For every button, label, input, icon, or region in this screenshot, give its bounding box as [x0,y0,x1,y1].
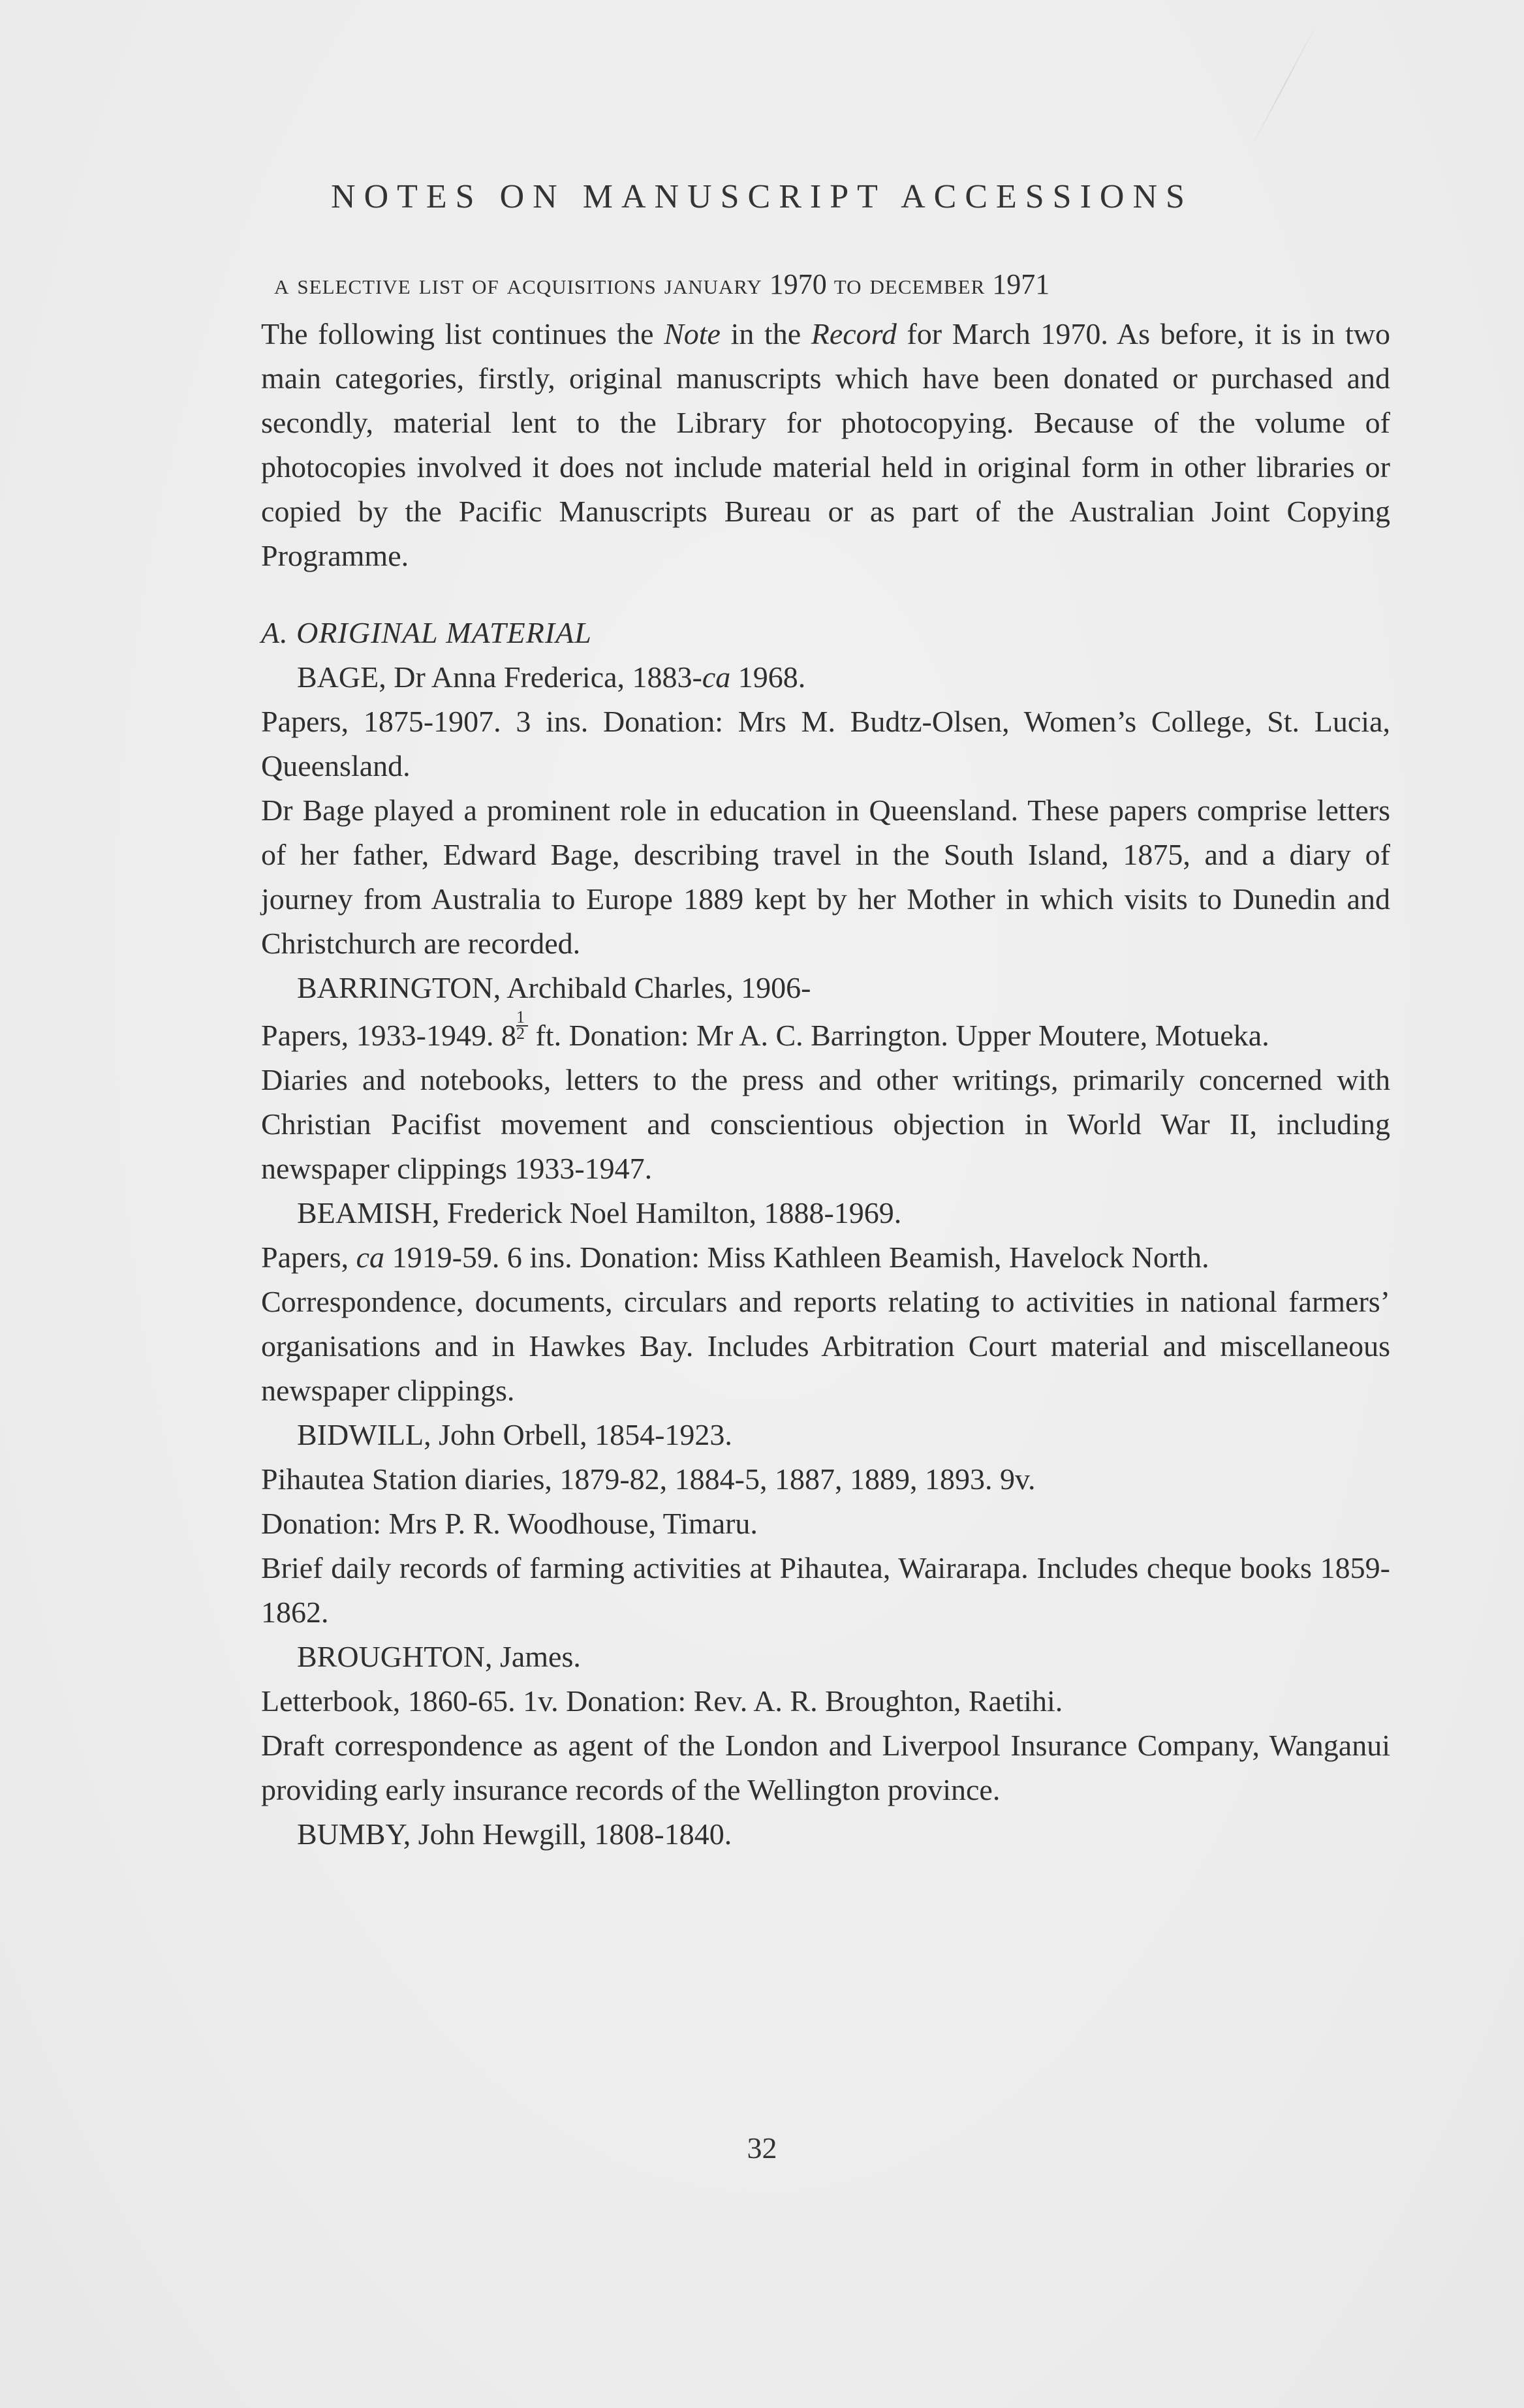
text-column [261,312,1390,1857]
entry-heading: BARRINGTON, Archibald Charles, 1906- [297,971,811,1004]
entry-heading: BROUGHTON, James. [297,1640,581,1673]
fraction-half [516,1010,528,1041]
entry-heading-italic: ca [702,660,731,694]
entry-holding-text: ft. Donation: Mr A. C. Barrington. Upper Moutere, Motueka. [527,1019,1269,1052]
entry-description: Correspondence, documents, circulars and reports relating to activities in national farmers’ organisations and in Hawkes Bay. Includes Arbitration Court material and miscellaneous newspaper clippings. [261,1285,1390,1407]
entry-holding-italic: ca [356,1241,385,1274]
entry-heading: BEAMISH, Frederick Noel Hamilton, 1888-1969. [297,1196,902,1229]
fraction-denominator: 2 [516,1024,525,1043]
record-italic: Record [811,317,897,350]
entry-donation: Donation: Mrs P. R. Woodhouse, Timaru. [261,1507,758,1540]
entry-description: Diaries and notebooks, letters to the press and other writings, primarily concerned with Christian Pacifist movement and conscientious objection in World War II, including newspaper clippings 1933-1947. [261,1063,1390,1185]
entry-holding [261,1010,1390,1058]
intro-paragraph [261,312,1390,578]
subtitle-year-2: 1971 [992,268,1050,300]
entry-holding [261,1235,1390,1280]
note-italic: Note [664,317,721,350]
entry-holding: Papers, 1875-1907. 3 ins. Donation: Mrs M. Budtz-Olsen, Women’s College, St. Lucia, Queensland. [261,705,1390,782]
page-number: 32 [747,2131,777,2165]
entry-holding: Letterbook, 1860-65. 1v. Donation: Rev. A. R. Broughton, Raetihi. [261,1684,1063,1718]
subtitle-year-1: 1970 [769,268,827,300]
entry-heading-text: 1968. [730,660,806,694]
fraction-numerator: 1 [516,1010,528,1026]
entry-holding: Pihautea Station diaries, 1879-82, 1884-5, 1887, 1889, 1893. 9v. [261,1462,1036,1496]
page-title: NOTES ON MANUSCRIPT ACCESSIONS [331,178,1193,215]
entry-description: Brief daily records of farming activities at Pihautea, Wairarapa. Includes cheque books 1859-1862. [261,1551,1390,1629]
entry-holding-text: Papers, [261,1241,356,1274]
entry-heading: BIDWILL, John Orbell, 1854-1923. [297,1418,732,1451]
entry-holding-text: Papers, 1933-1949. 8 [261,1019,516,1052]
intro-text: in the [720,317,811,350]
section-heading: A. ORIGINAL MATERIAL [261,616,592,649]
subtitle-part-2: to december [833,268,986,300]
entry-heading: BUMBY, John Hewgill, 1808-1840. [297,1817,732,1851]
intro-text: for March 1970. As before, it is in two main categories, firstly, original manuscripts which have been donated or purchased and secondly, material lent to the Library for photocopying. Because of the volume of photocopies involved it does not include material held in original form in other libraries or copied by the Pacific Manuscripts Bureau or as part of the Australian Joint Copying Programme. [261,317,1390,572]
entry-description: Dr Bage played a prominent role in education in Queensland. These papers comprise letters of her father, Edward Bage, describing travel in the South Island, 1875, and a diary of journey from Australia to Europe 1889 kept by her Mother in which visits to Dunedin and Christchurch are recorded. [261,794,1390,960]
entry-heading [261,655,1390,700]
page-subtitle [274,268,1390,301]
paper-crease [1248,20,1320,153]
entry-description: Draft correspondence as agent of the London and Liverpool Insurance Company, Wanganui providing early insurance records of the Wellington province. [261,1729,1390,1806]
subtitle-part-1: a selective list of acquisitions january [274,268,762,300]
entry-heading-text: BAGE, Dr Anna Frederica, 1883- [297,660,702,694]
entry-holding-text: 1919-59. 6 ins. Donation: Miss Kathleen Beamish, Havelock North. [384,1241,1209,1274]
intro-text: The following list continues the [261,317,664,350]
